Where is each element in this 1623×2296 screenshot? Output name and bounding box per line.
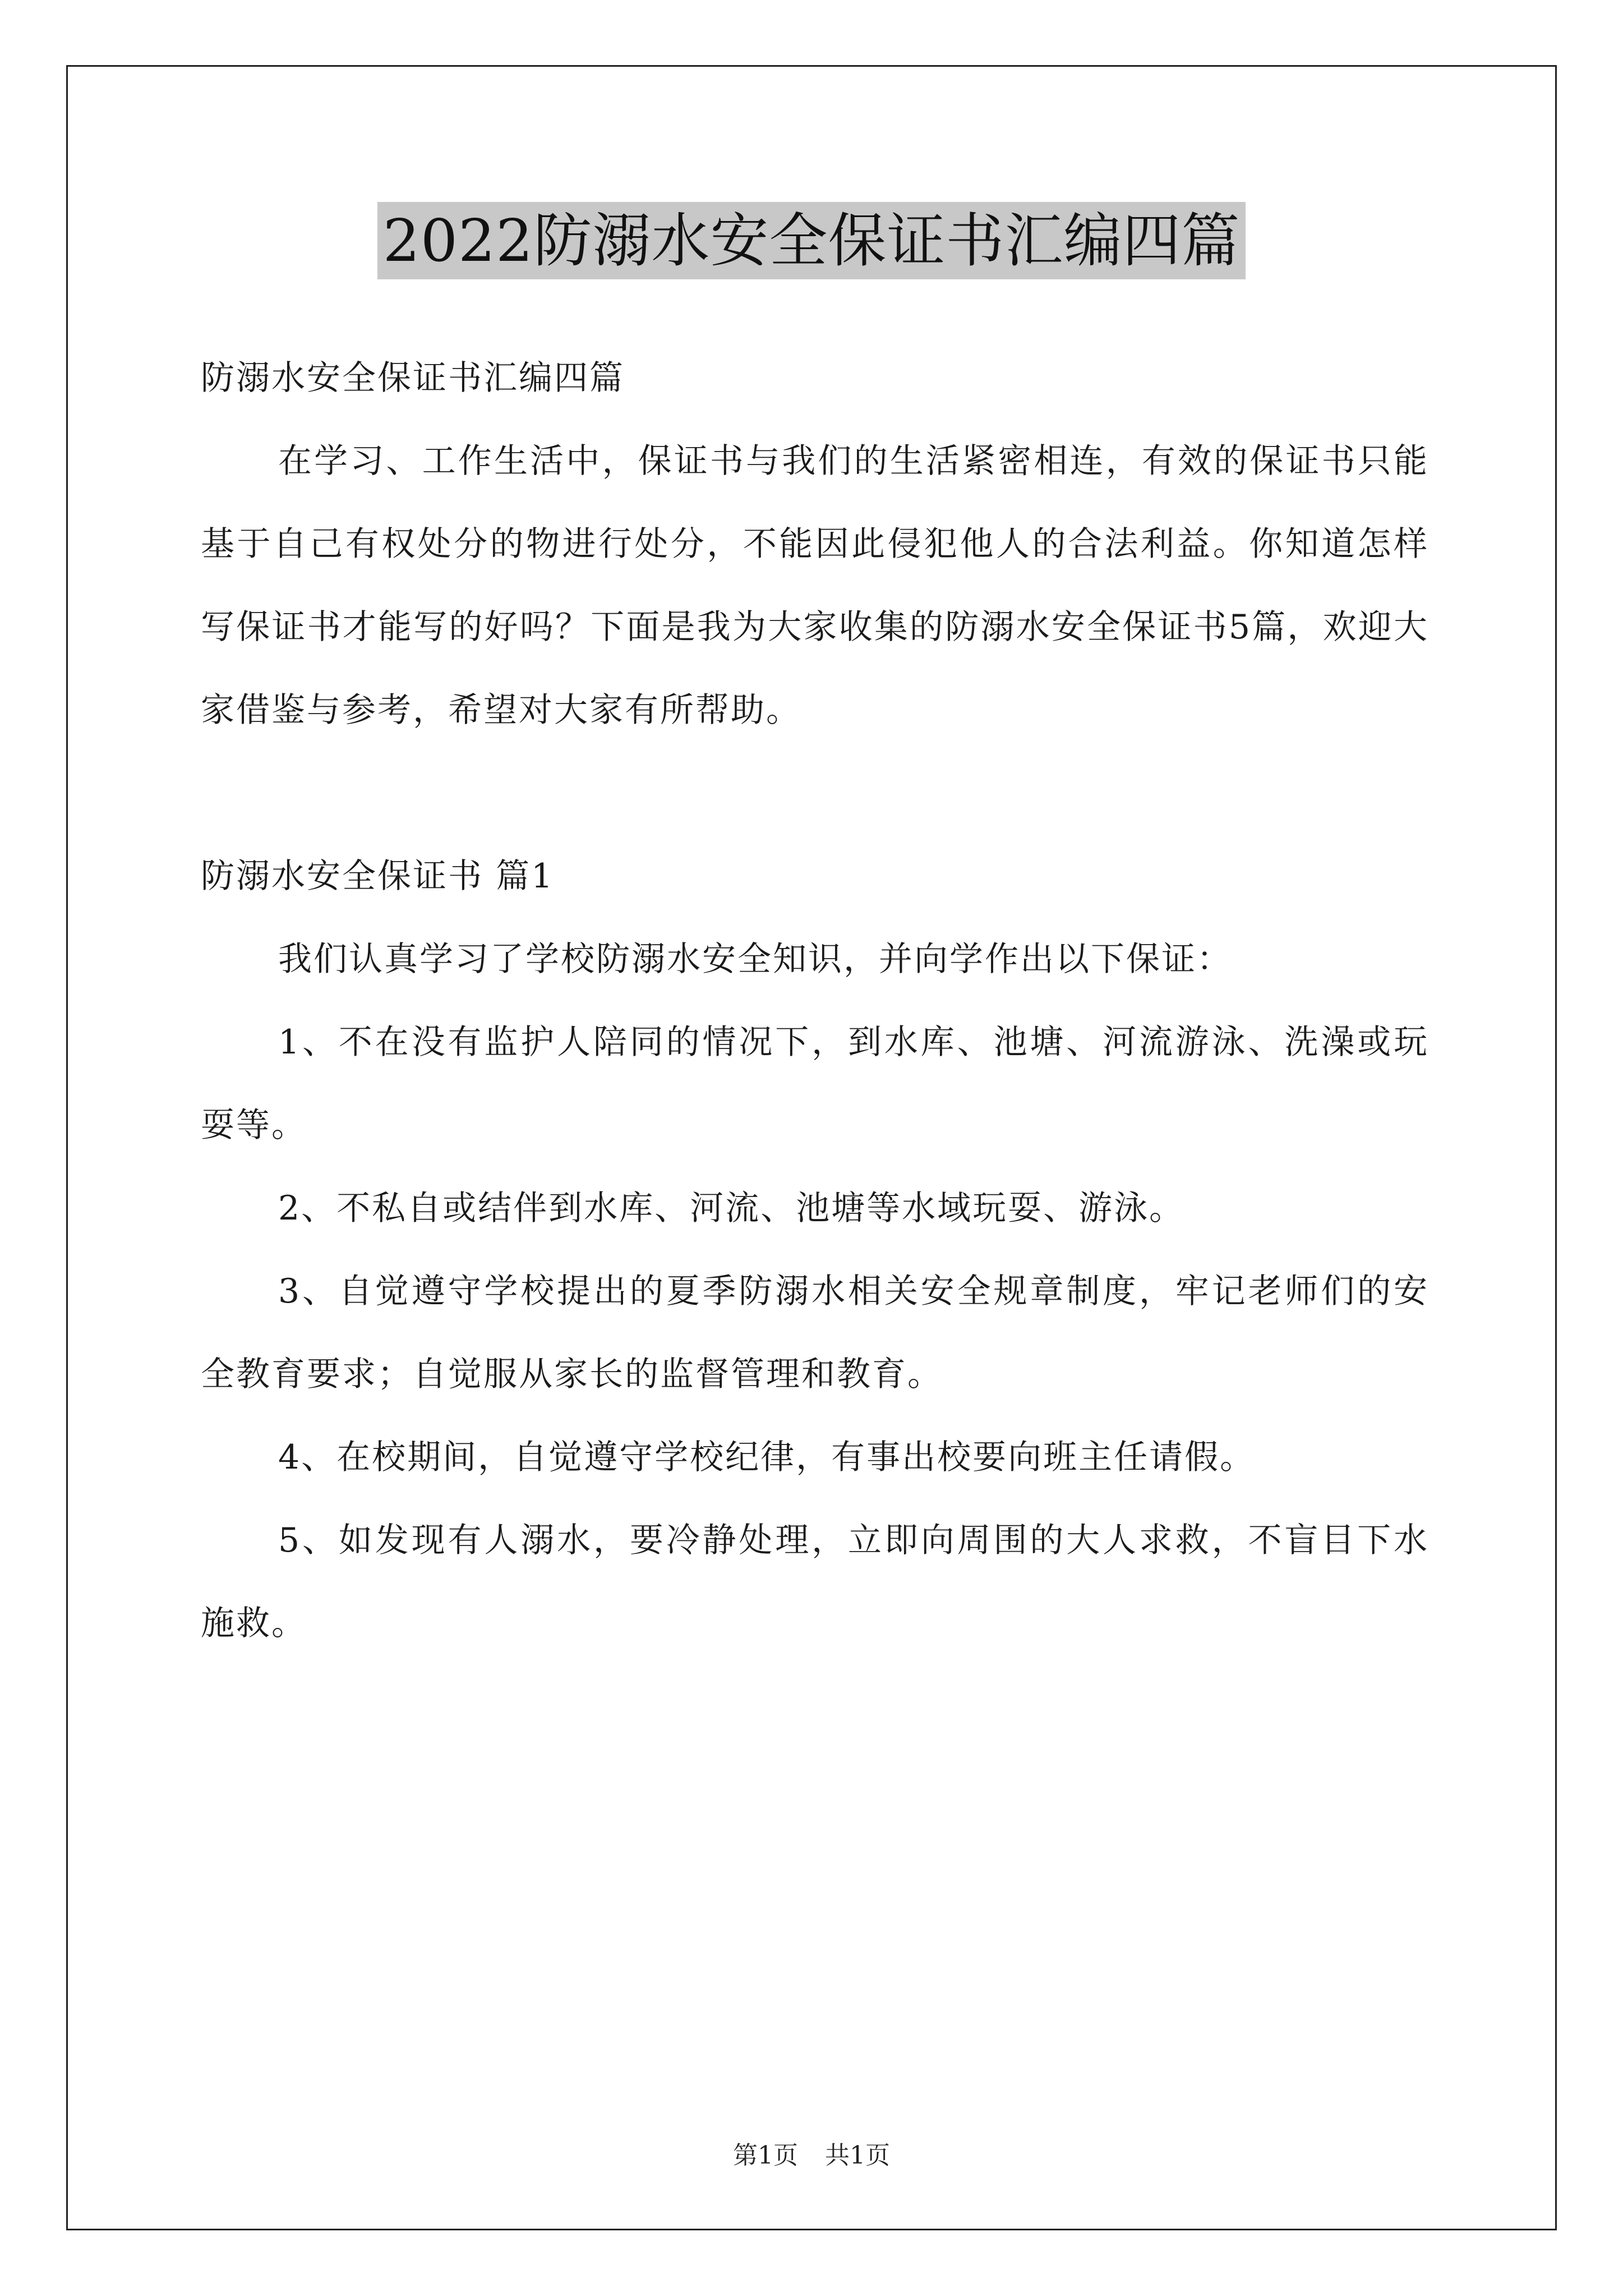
list-item: 5、如发现有人溺水，要冷静处理，立即向周围的大人求救，不盲目下水施救。 [201,1521,1429,1643]
list-item: 3、自觉遵守学校提出的夏季防溺水相关安全规章制度，牢记老师们的安全教育要求；自觉服从家长的监督管理和教育。 [201,1272,1429,1394]
page-number-current: 第1页 [733,2141,798,2170]
title-container [0,202,1623,279]
intro-paragraph: 在学习、工作生活中，保证书与我们的生活紧密相连，有效的保证书只能基于自己有权处分的物进行处分，不能因此侵犯他人的合法利益。你知道怎样写保证书才能写的好吗？下面是我为大家收集的防溺水安全保证书5篇，欢迎大家借鉴与参考，希望对大家有所帮助。 [201,441,1429,730]
page-number-total: 共1页 [825,2141,890,2170]
list-item: 1、不在没有监护人陪同的情况下，到水库、池塘、河流游泳、洗澡或玩耍等。 [201,1023,1429,1145]
document-subtitle: 防溺水安全保证书汇编四篇 [201,358,625,398]
section-spacer [201,752,1429,835]
page-footer [0,2135,1623,2171]
document-body [201,337,1429,1665]
list-item: 4、在校期间，自觉遵守学校纪律，有事出校要向班主任请假。 [278,1438,1256,1477]
list-item: 2、不私自或结伴到水库、河流、池塘等水域玩耍、游泳。 [278,1189,1185,1228]
section-heading: 防溺水安全保证书 篇1 [201,857,555,896]
document-title: 2022防溺水安全保证书汇编四篇 [377,202,1246,279]
section-intro-paragraph: 我们认真学习了学校防溺水安全知识，并向学作出以下保证： [278,940,1232,979]
